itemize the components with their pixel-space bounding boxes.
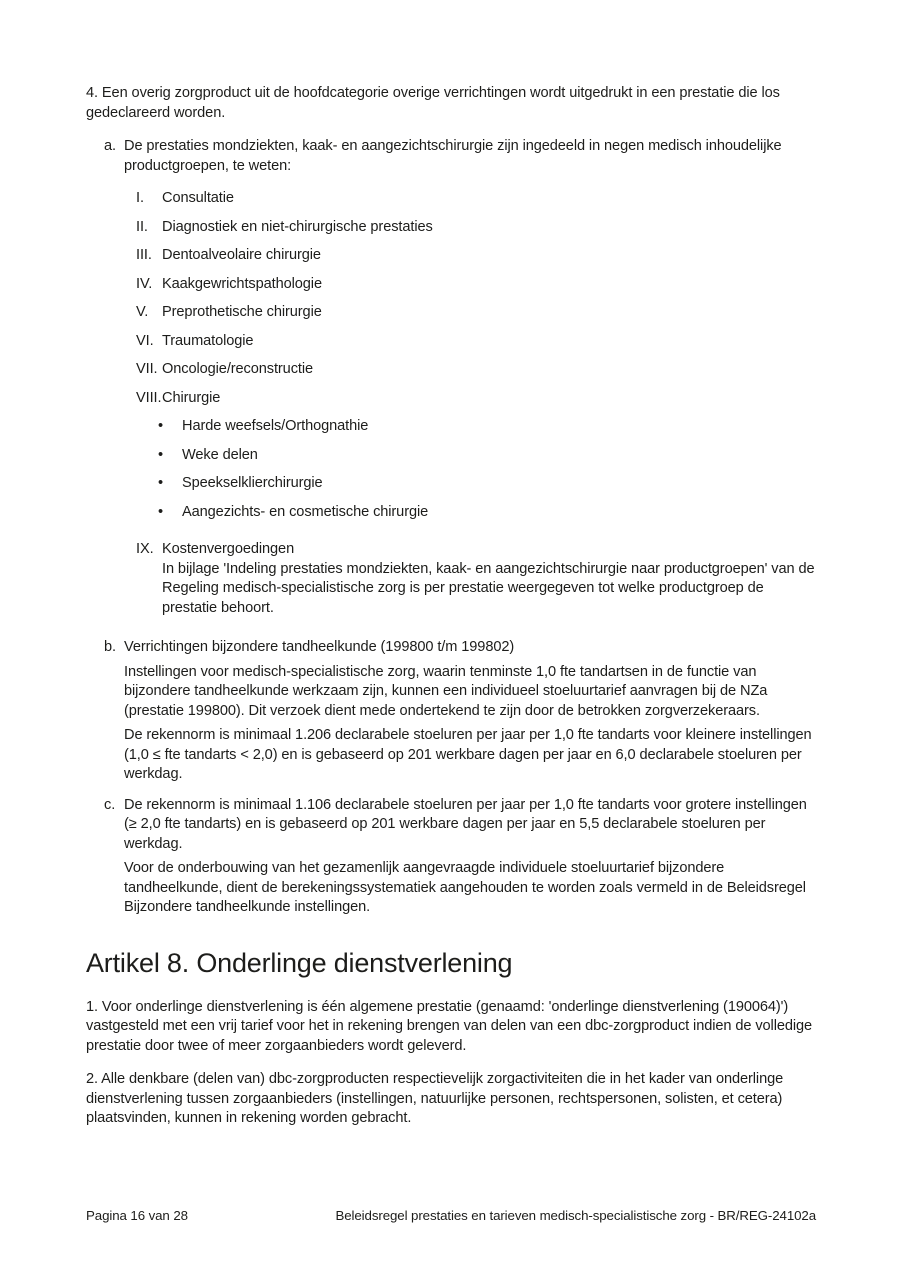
roman-numeral: IX. bbox=[136, 541, 154, 557]
roman-text: Oncologie/reconstructie bbox=[162, 361, 314, 377]
roman-numeral: III. bbox=[136, 247, 152, 263]
bullet-text: Weke delen bbox=[182, 446, 258, 463]
list-item-c-label: c. bbox=[104, 796, 116, 813]
chirurgie-bullet-list bbox=[124, 417, 816, 522]
paragraph-4: 4. Een overig zorgproduct uit de hoofdcategorie overige verrichtingen wordt uitgedrukt in een prestatie die los gedeclareerd worden. bbox=[86, 85, 780, 121]
bullet-item-4 bbox=[158, 503, 816, 523]
roman-list bbox=[124, 189, 816, 618]
item-b-line-1: Verrichtingen bijzondere tandheelkunde (199800 t/m 199802) bbox=[124, 639, 515, 655]
roman-numeral: VI. bbox=[136, 332, 154, 349]
roman-numeral: VIII. bbox=[136, 389, 162, 406]
roman-numeral: V. bbox=[136, 304, 149, 320]
roman-numeral: VII. bbox=[136, 361, 158, 377]
item-c-line-1: De rekennorm is minimaal 1.106 declarabele stoeluren per jaar per 1,0 fte tandarts voor grotere instellingen (≥ 2,0 fte tandarts) en is gebaseerd op 201 werkbare dagen per jaar en 5,5 declarabele stoeluren per werkdag. bbox=[124, 796, 807, 852]
roman-text: Dentoalveolaire chirurgie bbox=[162, 247, 321, 263]
roman-numeral: IV. bbox=[136, 275, 153, 292]
list-item-a-intro: De prestaties mondziekten, kaak- en aangezichtschirurgie zijn ingedeeld in negen medisch inhoudelijke productgroepen, te weten: bbox=[124, 138, 782, 174]
roman-text: Chirurgie bbox=[162, 389, 221, 406]
bullet-item-2 bbox=[158, 446, 816, 466]
bullet-item-3 bbox=[158, 474, 816, 494]
roman-item-9-title: Kostenvergoedingen bbox=[162, 541, 295, 557]
roman-item-9-content bbox=[162, 540, 816, 618]
roman-text: Preprothetische chirurgie bbox=[162, 304, 322, 320]
roman-text: Consultatie bbox=[162, 190, 234, 206]
list-item-b-body bbox=[124, 638, 816, 785]
footer-document-title: Beleidsregel prestaties en tarieven medisch-specialistische zorg - BR/REG-24102a bbox=[335, 1208, 816, 1223]
bullet-marker: • bbox=[158, 446, 164, 463]
roman-item-4 bbox=[124, 275, 816, 295]
roman-item-6 bbox=[124, 332, 816, 352]
page-footer bbox=[86, 1208, 816, 1223]
bullet-text: Speekselklierchirurgie bbox=[182, 475, 323, 491]
roman-numeral: II. bbox=[136, 218, 148, 235]
roman-numeral: I. bbox=[136, 190, 144, 206]
bullet-text: Harde weefsels/Orthognathie bbox=[182, 418, 369, 434]
list-item-a bbox=[86, 137, 816, 618]
roman-text: Diagnostiek en niet-chirurgische prestaties bbox=[162, 218, 433, 235]
bullet-marker: • bbox=[158, 418, 164, 434]
item-b-line-3: De rekennorm is minimaal 1.206 declarabele stoeluren per jaar per 1,0 fte tandarts voor kleinere instellingen (1,0 ≤ fte tandarts < 2,0) en is gebaseerd op 201 werkbare dagen per jaar en 6,0 declarabele stoeluren per werkdag. bbox=[124, 727, 812, 782]
roman-item-5 bbox=[124, 303, 816, 323]
bullet-marker: • bbox=[158, 475, 164, 491]
paragraph-1: 1. Voor onderlinge dienstverlening is één algemene prestatie (genaamd: 'onderlinge dienstverlening (190064)') vastgesteld met een vrij tarief voor het in rekening brengen van delen van een dbc-zorgproduct indien de volledige prestatie door twee of meer zorgaanbieders wordt geleverd. bbox=[86, 998, 813, 1054]
list-item-c bbox=[86, 796, 816, 918]
footer-page-number: Pagina 16 van 28 bbox=[86, 1208, 188, 1223]
roman-text: Kaakgewrichtspathologie bbox=[162, 275, 322, 292]
item-b-line-2: Instellingen voor medisch-specialistische zorg, waarin tenminste 1,0 fte tandartsen in de functie van bijzondere tandheelkunde werkzaam zijn, kunnen een individueel stoeluurtarief aanvragen bij de NZa (prestatie 199800). Dit verzoek dient mede ondertekend te zijn door de betrokken zorgverzekeraars. bbox=[124, 663, 768, 719]
list-item-a-label: a. bbox=[104, 138, 116, 154]
list-item-b bbox=[86, 638, 816, 785]
bullet-item-1 bbox=[158, 417, 816, 437]
paragraph-2: 2. Alle denkbare (delen van) dbc-zorgproducten respectievelijk zorgactiviteiten die in het kader van onderlinge dienstverlening tussen zorgaanbieders (instellingen, natuurlijke personen, rechtspersonen, solisten, et cetera) plaatsvinden, kunnen in rekening worden gebracht. bbox=[86, 1071, 784, 1126]
document-body bbox=[86, 84, 816, 1143]
article-8-heading: Artikel 8. Onderlinge dienstverlening bbox=[86, 947, 513, 978]
roman-item-9-detail: In bijlage 'Indeling prestaties mondziekten, kaak- en aangezichtschirurgie naar productgroepen' van de Regeling medisch-specialistische zorg is per prestatie weergegeven tot welke productgroep de prestatie behoort. bbox=[162, 560, 815, 616]
roman-item-3 bbox=[124, 246, 816, 266]
list-item-a-body bbox=[124, 137, 816, 618]
roman-item-1 bbox=[124, 189, 816, 209]
item-c-line-2: Voor de onderbouwing van het gezamenlijk aangevraagde individuele stoeluurtarief bijzondere tandheelkunde, dient de berekeningssystematiek aangehouden te worden zoals vermeld in de Beleidsregel Bijzondere tandheelkunde instellingen. bbox=[124, 860, 806, 915]
roman-item-2 bbox=[124, 218, 816, 238]
bullet-marker: • bbox=[158, 503, 164, 520]
roman-item-7 bbox=[124, 360, 816, 380]
bullet-text: Aangezichts- en cosmetische chirurgie bbox=[182, 503, 429, 520]
list-item-b-label: b. bbox=[104, 639, 116, 655]
roman-item-9 bbox=[124, 540, 816, 618]
roman-item-8 bbox=[124, 389, 816, 409]
list-item-c-body bbox=[124, 796, 816, 918]
roman-text: Traumatologie bbox=[162, 332, 254, 349]
